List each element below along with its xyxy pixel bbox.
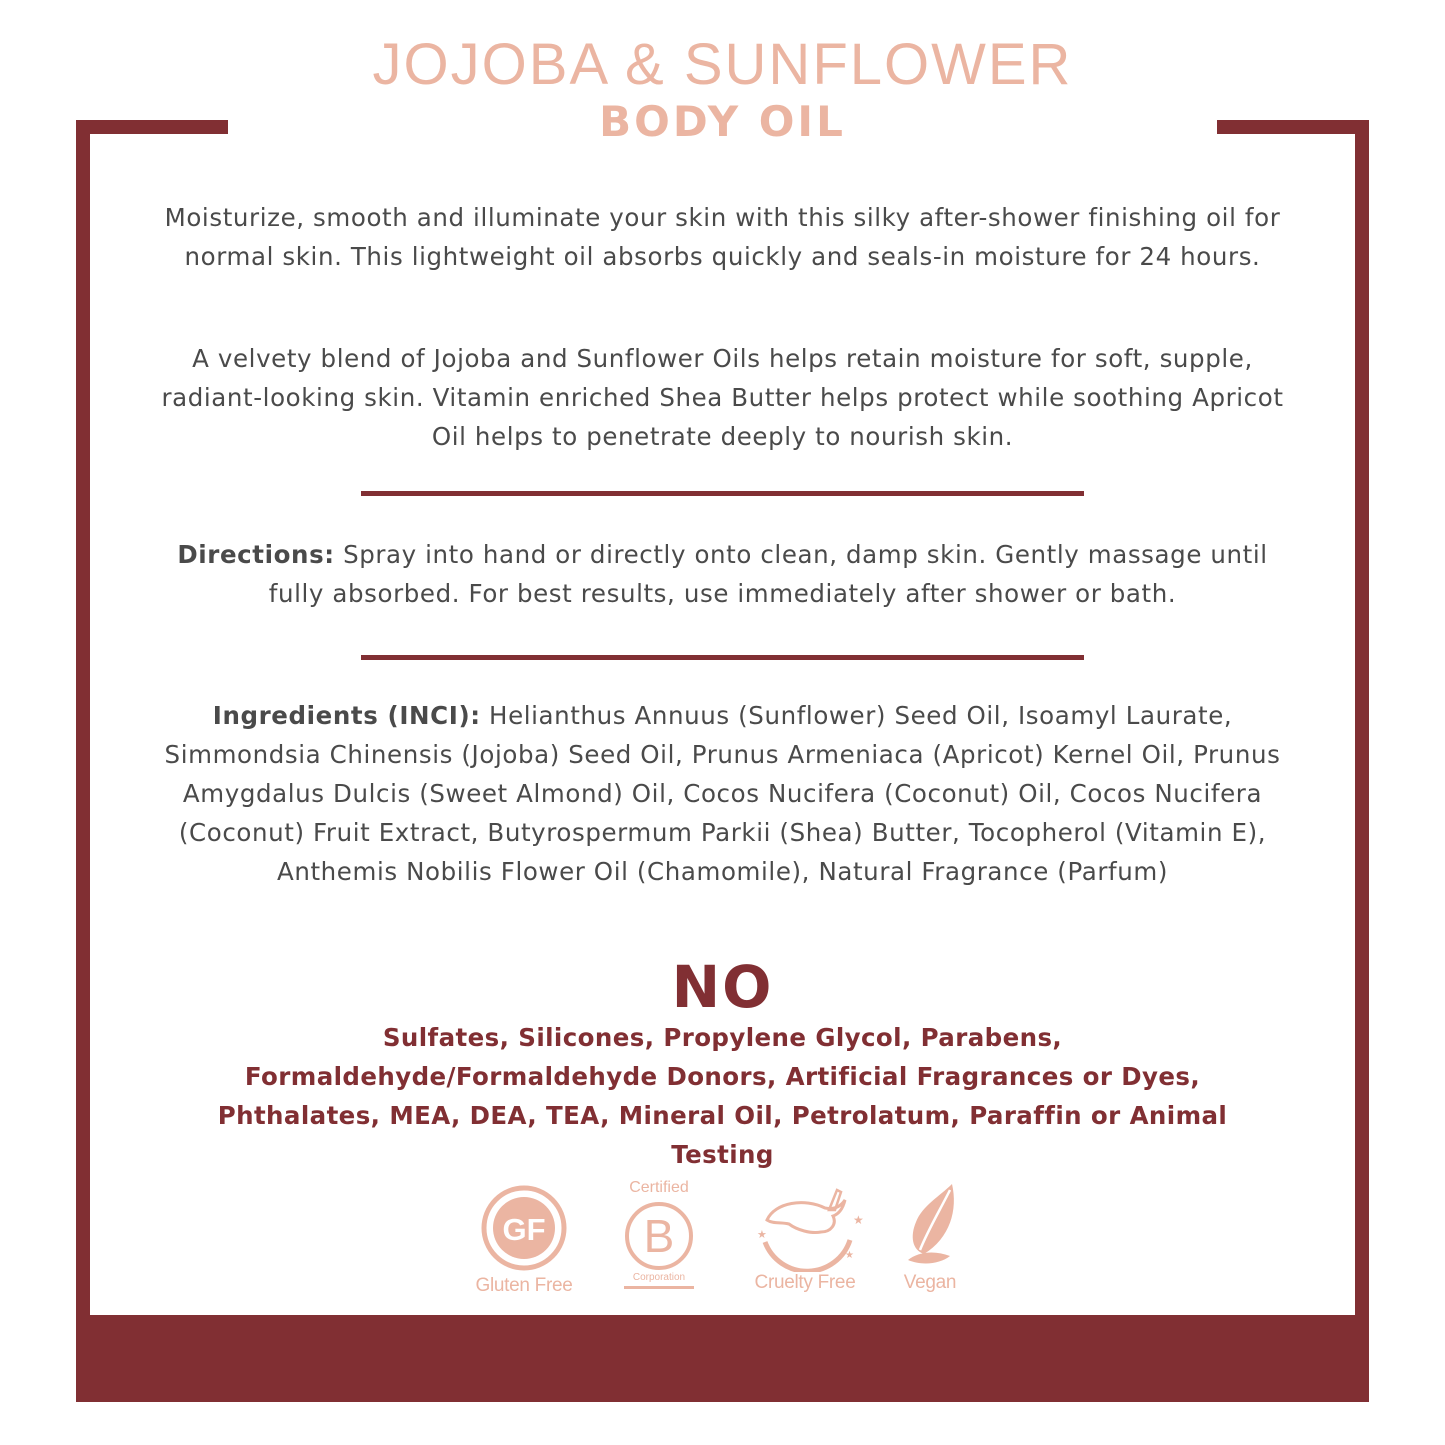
b-corp-underline xyxy=(624,1286,694,1289)
leaping-bunny-icon xyxy=(745,1180,865,1272)
leaf-icon xyxy=(900,1180,960,1272)
b-corp-bottom-label: Corporation xyxy=(632,1272,686,1283)
svg-text:★: ★ xyxy=(853,1213,864,1227)
gluten-free-badge xyxy=(470,1183,578,1297)
cruelty-free-label: Cruelty Free xyxy=(754,1272,856,1293)
directions-text xyxy=(150,535,1295,613)
free-from-list: Sulfates, Silicones, Propylene Glycol, Parabens, Formaldehyde/Formaldehyde Donors, Artificial Fragrances or Dyes, Phthalates, MEA, DEA, TEA, Mineral Oil, Petrolatum, Paraffin or Animal Testing xyxy=(217,1023,1228,1169)
gluten-free-mark: GF xyxy=(502,1212,546,1247)
description-paragraph-2: A velvety blend of Jojoba and Sunflower Oils helps retain moisture for soft, supple, radiant-looking skin. Vitamin enriched Shea Butter helps protect while soothing Apricot Oil helps to penetrate deeply to nourish skin. xyxy=(161,344,1284,451)
vegan-badge xyxy=(895,1180,965,1294)
svg-text:★: ★ xyxy=(845,1250,854,1261)
product-title: JOJOBA & SUNFLOWER xyxy=(372,32,1073,97)
gluten-free-label: Gluten Free xyxy=(475,1275,573,1296)
ingredients-label: Ingredients (INCI): xyxy=(212,701,481,730)
footer-band xyxy=(76,1315,1369,1402)
svg-text:★: ★ xyxy=(757,1228,767,1241)
b-corp-badge xyxy=(612,1178,706,1289)
b-corp-icon xyxy=(623,1200,695,1272)
directions-label: Directions: xyxy=(177,540,335,569)
ingredients-text xyxy=(140,696,1305,891)
gluten-free-icon xyxy=(479,1183,569,1273)
vegan-label: Vegan xyxy=(903,1272,957,1293)
ingredients-body: Helianthus Annuus (Sunflower) Seed Oil, Isoamyl Laurate, Simmondsia Chinensis (Jojoba) Seed Oil, Prunus Armeniaca (Apricot) Kernel Oil, Prunus Amygdalus Dulcis (Sweet Almond) Oil, Cocos Nucifera (Coconut) Oil, Cocos Nucifera (Coconut) Fruit Extract, Butyrospermum Parkii (Shea) Butter, Tocopherol (Vitamin E), Anthemis Nobilis Flower Oil (Chamomile), Natural Fragrance (Parfum) xyxy=(164,701,1281,886)
product-subtitle: BODY OIL xyxy=(599,97,846,146)
free-from-heading: NO xyxy=(671,953,774,1021)
frame-left-border xyxy=(76,120,90,1402)
directions-body: Spray into hand or directly onto clean, damp skin. Gently massage until fully absorbed. For best results, use immediately after shower or bath. xyxy=(268,540,1268,608)
description-paragraph-1: Moisturize, smooth and illuminate your skin with this silky after-shower finishing oil for normal skin. This lightweight oil absorbs quickly and seals-in moisture for 24 hours. xyxy=(164,203,1281,271)
section-divider xyxy=(361,491,1084,496)
frame-right-border xyxy=(1355,120,1369,1402)
b-corp-top-label: Certified xyxy=(629,1179,689,1196)
cruelty-free-badge xyxy=(740,1180,870,1294)
b-corp-mark: B xyxy=(643,1210,675,1262)
section-divider xyxy=(361,655,1084,660)
